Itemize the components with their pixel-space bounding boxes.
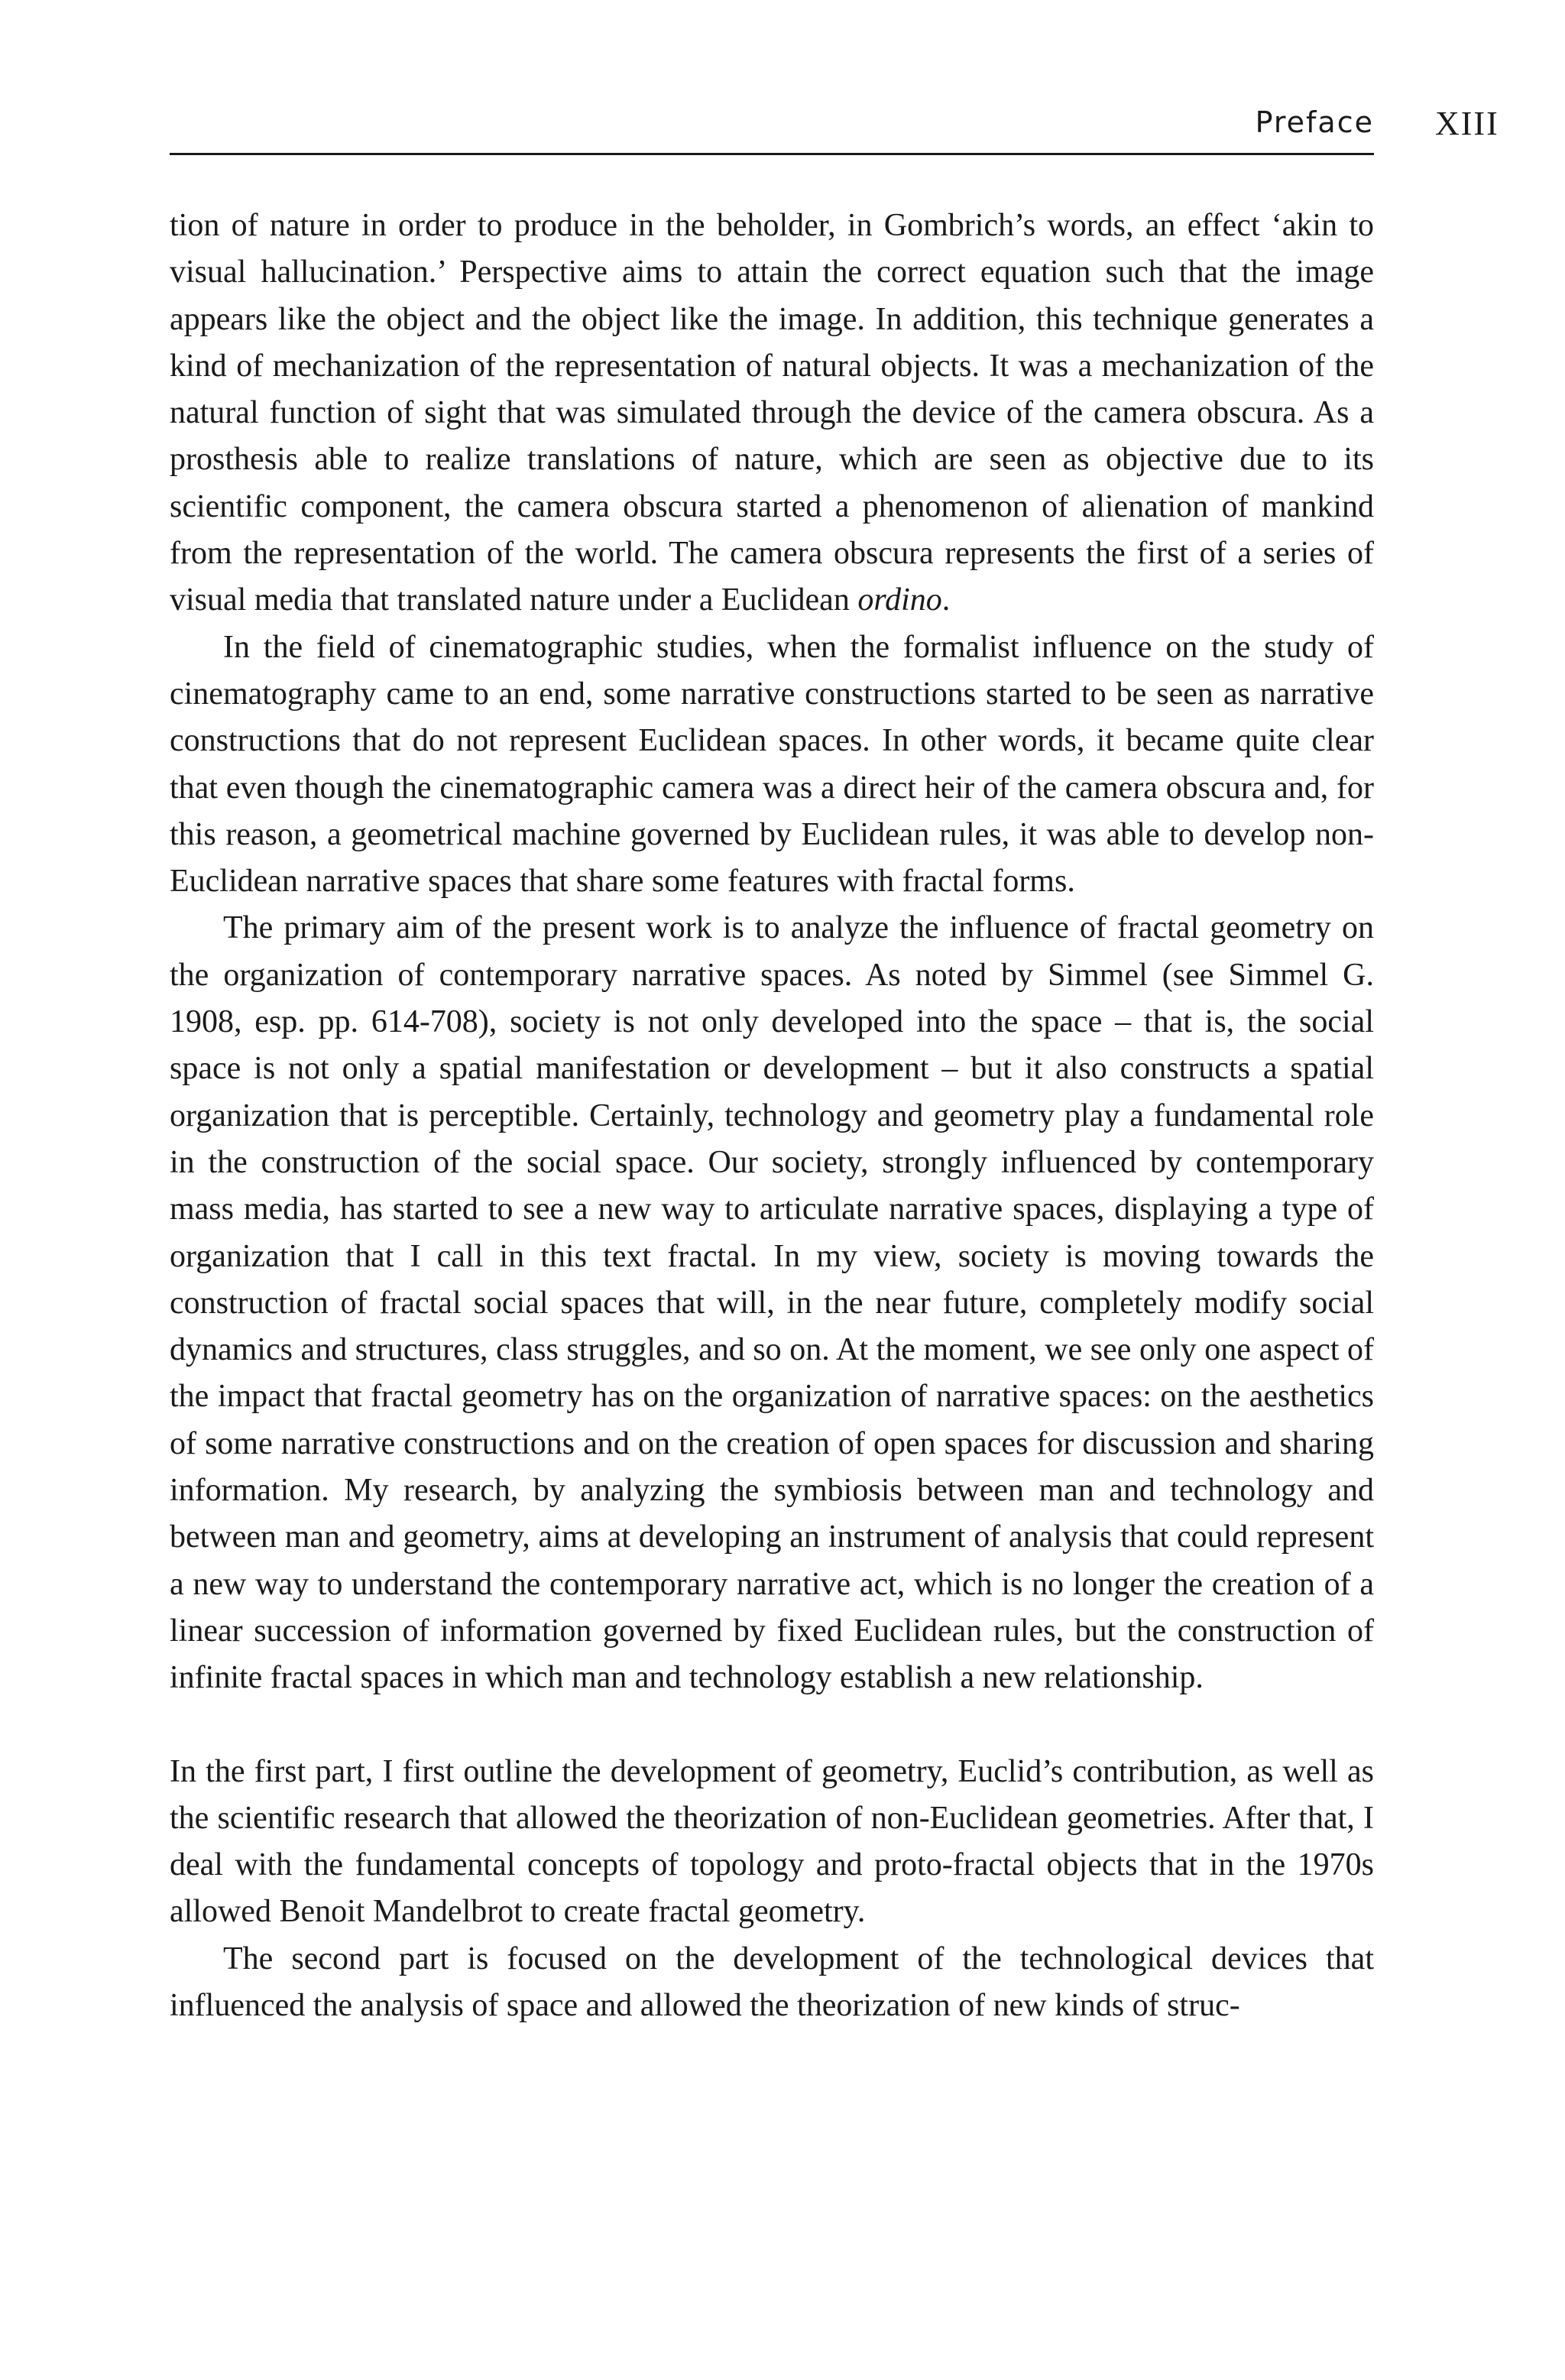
paragraph-1: [170, 203, 1374, 624]
paragraph-5: The second part is focused on the development of the technological devices that influenced the analysis of space and allowed the theorization of new kinds of struc-: [170, 1941, 1374, 2023]
paragraph-1-text: tion of nature in order to produce in the beholder, in Gombrich’s words, an effect ‘akin to visual hallucination.’ Perspective aims to attain the correct equation such that the image appears like the object and the object like the image. In addition, this technique generates a kind of mechanization of the representation of natural objects. It was a mechanization of the natural function of sight that was simulated through the device of the camera obscura. As a prosthesis able to realize translations of nature, which are seen as objective due to its scientific component, the camera obscura started a phenomenon of alienation of mankind from the representation of the world. The camera obscura represents the first of a series of visual media that translated nature under a Euclidean: [170, 208, 1374, 618]
running-title: Preface: [1255, 105, 1374, 139]
italic-term: ordino: [857, 582, 942, 618]
page-number: XIII: [1435, 105, 1499, 142]
paragraph-4: In the first part, I first outline the development of geometry, Euclid’s contribution, as well as the scientific research that allowed the theorization of non-Euclidean geometries. After that, I deal with the fundamental concepts of topology and proto-fractal objects that in the 1970s allowed Benoit Mandelbrot to create fractal geometry.: [170, 1753, 1374, 1930]
paragraph-1-end: .: [941, 582, 951, 618]
body-text: [170, 203, 1374, 2029]
paragraph-3: The primary aim of the present work is to analyze the influence of fractal geometry on the organization of contemporary narrative spaces. As noted by Simmel (see Simmel G. 1908, esp. pp. 614-708), society is not only developed into the space – that is, the social space is not only a spatial manifestation or development – but it also constructs a spatial organization that is perceptible. Certainly, technology and geometry play a fundamental role in the construction of the social space. Our society, strongly influenced by contemporary mass media, has started to see a new way to articulate narrative spaces, displaying a type of organization that I call in this text fractal. In my view, society is moving towards the construction of fractal social spaces that will, in the near future, completely modify social dynamics and structures, class struggles, and so on. At the moment, we see only one aspect of the impact that fractal geometry has on the organization of narrative spaces: on the aesthetics of some narrative constructions and on the creation of open spaces for discussion and sharing information. My research, by analyzing the symbiosis between man and technology and between man and geometry, aims at developing an instrument of analysis that could represent a new way to understand the contemporary narrative act, which is no longer the creation of a linear succession of information governed by fixed Euclidean rules, but the construction of infinite fractal spaces in which man and technology establish a new relationship.: [170, 910, 1374, 1696]
running-header: [170, 99, 1374, 155]
paragraph-2: In the field of cinematographic studies, when the formalist influence on the study of cinematography came to an end, some narrative constructions started to be seen as narrative constructions that do not represent Euclidean spaces. In other words, it became quite clear that even though the cinematographic camera was a direct heir of the camera obscura and, for this reason, a geometrical machine governed by Euclidean rules, it was able to develop non-Euclidean narrative spaces that share some features with fractal forms.: [170, 629, 1374, 900]
